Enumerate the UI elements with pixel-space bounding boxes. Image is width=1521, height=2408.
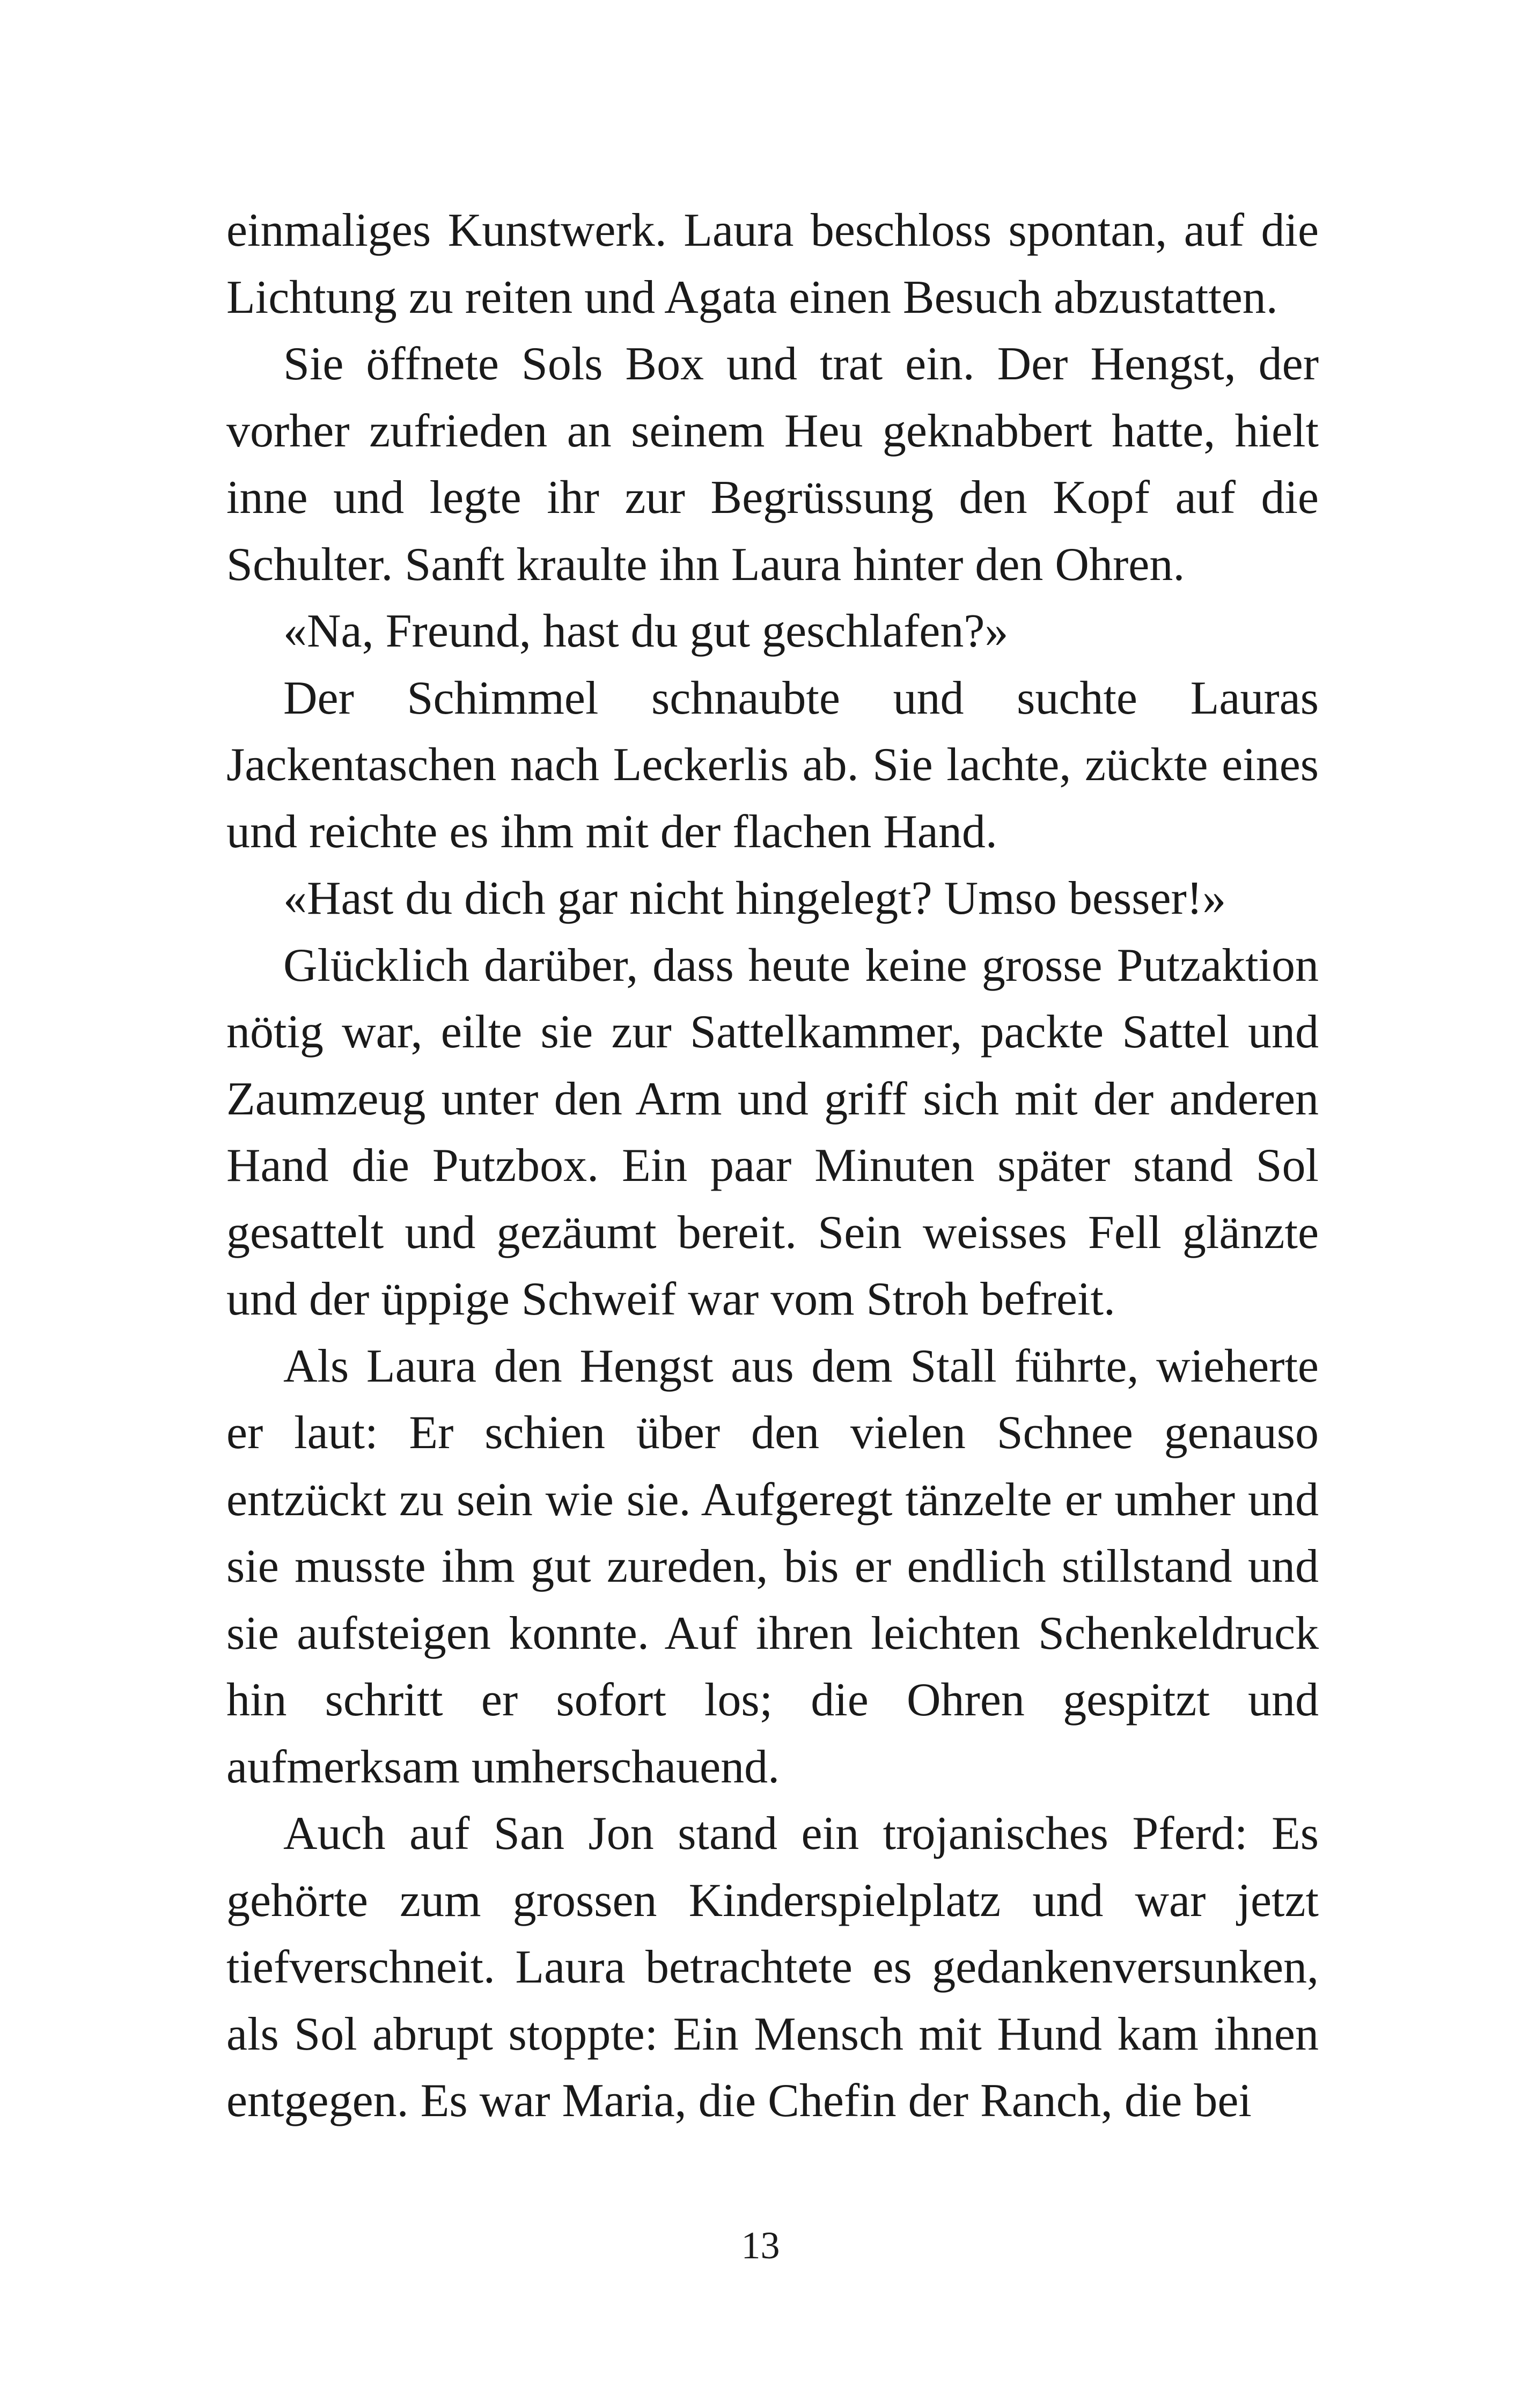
paragraph-4: Der Schimmel schnaubte und suchte Lauras Jackentaschen nach Leckerlis ab. Sie lachte, zückte eines und reichte es ihm mit der flachen Hand. (226, 672, 1319, 858)
paragraph-7: Als Laura den Hengst aus dem Stall führte, wieherte er laut: Er schien über den vielen Schnee genauso entzückt zu sein wie sie. Aufgeregt tänzelte er umher und sie musste ihm gut zureden, bis er endlich stillstand und sie aufsteigen konnte. Auf ihren leichten Schenkeldruck hin schritt er sofort los; die Ohren gespitzt und aufmerksam umherschauend. (226, 1340, 1319, 1793)
body-text (226, 197, 1319, 2135)
paragraph-2: Sie öffnete Sols Box und trat ein. Der Hengst, der vorher zufrieden an seinem Heu geknabbert hatte, hielt inne und legte ihr zur Begrüssung den Kopf auf die Schulter. Sanft kraulte ihn Laura hinter den Ohren. (226, 338, 1319, 591)
paragraph-1: einmaliges Kunstwerk. Laura beschloss spontan, auf die Lichtung zu reiten und Agata einen Besuch abzustatten. (226, 204, 1319, 324)
paragraph-3-dialogue: «Na, Freund, hast du gut geschlafen?» (283, 605, 1009, 657)
paragraph-8: Auch auf San Jon stand ein trojanisches Pferd: Es gehörte zum grossen Kinderspielplatz und war jetzt tiefverschneit. Laura betrachtete es gedankenversunken, als Sol abrupt stoppte: Ein Mensch mit Hund kam ihnen entgegen. Es war Maria, die Chefin der Ranch, die bei (226, 1808, 1319, 2127)
paragraph-6: Glücklich darüber, dass heute keine grosse Putzaktion nötig war, eilte sie zur Sattelkammer, packte Sattel und Zaumzeug unter den Arm und griff sich mit der anderen Hand die Putzbox. Ein paar Minuten später stand Sol gesattelt und gezäumt bereit. Sein weisses Fell glänzte und der üppige Schweif war vom Stroh befreit. (226, 939, 1319, 1325)
page-number: 13 (741, 2224, 780, 2267)
paragraph-5-dialogue: «Hast du dich gar nicht hingelegt? Umso besser!» (283, 872, 1226, 924)
